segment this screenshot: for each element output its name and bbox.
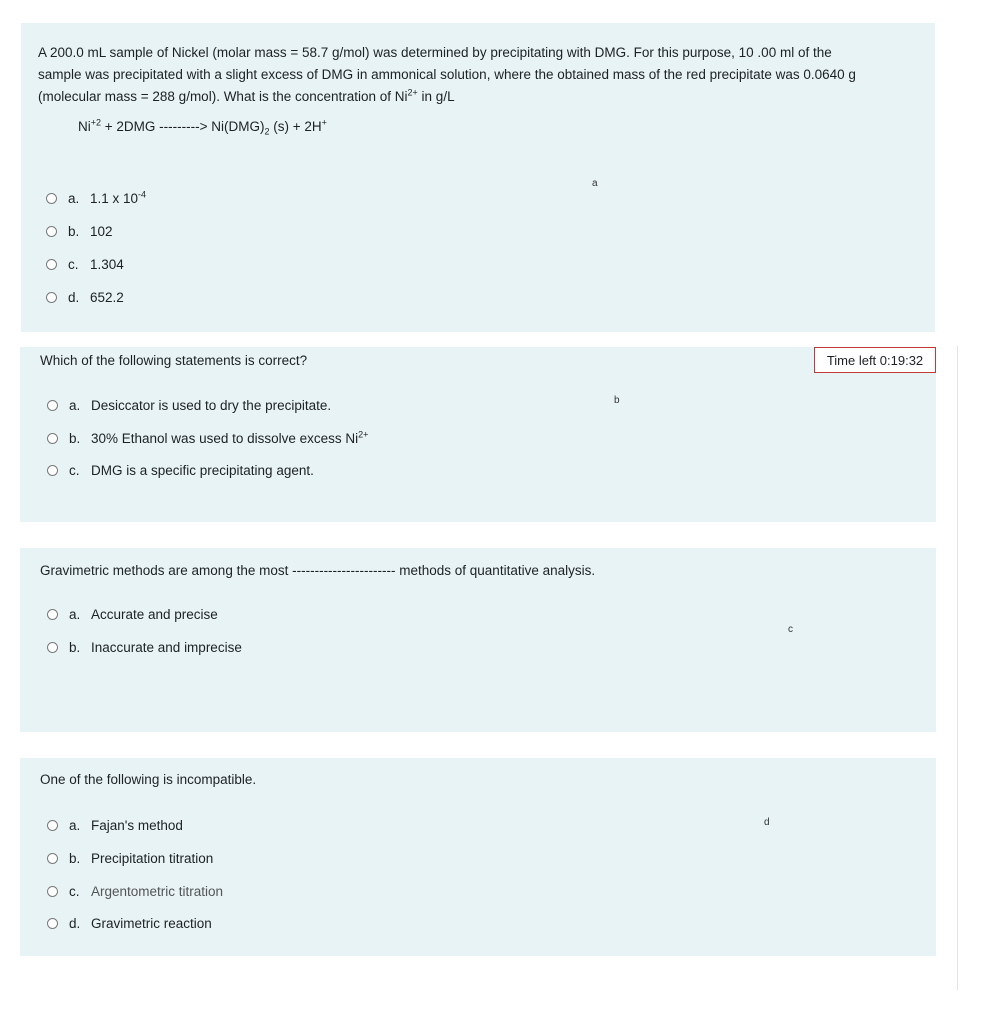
radio-button[interactable] (46, 292, 57, 303)
question-4-option-c[interactable] (47, 882, 223, 900)
question-3-box (20, 548, 936, 732)
question-1-text (38, 42, 928, 108)
question-1-line-2: sample was precipitated with a slight excess of DMG in ammonical solution, where the obtained mass of the red precipitate was 0.0640 g (38, 67, 856, 82)
option-letter: a. (68, 190, 80, 206)
question-3-mark: c (788, 624, 793, 635)
question-1-mark: a (592, 178, 598, 189)
option-text: Gravimetric reaction (91, 915, 212, 931)
question-2-option-c[interactable] (47, 461, 314, 479)
content-edge-divider (957, 346, 958, 990)
radio-button[interactable] (46, 193, 57, 204)
option-letter: a. (69, 397, 81, 413)
option-letter: a. (69, 606, 81, 622)
question-4-mark: d (764, 817, 770, 828)
question-3-option-a[interactable] (47, 605, 218, 623)
option-letter: c. (69, 883, 80, 899)
option-letter: b. (69, 850, 81, 866)
option-text: 1.1 x $10^{-4}$ (90, 189, 147, 206)
option-text: 102 (90, 223, 113, 239)
question-1-box (21, 23, 935, 332)
option-letter: b. (69, 430, 81, 446)
question-2-option-b[interactable] (47, 429, 368, 447)
option-text: Accurate and precise (91, 606, 218, 622)
option-letter: d. (68, 289, 80, 305)
radio-button[interactable] (47, 433, 58, 444)
option-letter: a. (69, 817, 81, 833)
question-3-option-b[interactable] (47, 638, 242, 656)
radio-button[interactable] (47, 465, 58, 476)
option-letter: b. (68, 223, 80, 239)
question-1-option-c[interactable] (46, 255, 124, 273)
question-2-box (20, 347, 936, 522)
question-1-option-a[interactable] (46, 189, 146, 207)
option-text: Precipitation titration (91, 850, 214, 866)
question-2-text: Which of the following statements is correct? (40, 353, 308, 368)
radio-button[interactable] (47, 820, 58, 831)
question-4-box (20, 758, 936, 956)
radio-button[interactable] (46, 259, 57, 270)
option-text: 30% Ethanol was used to dissolve excess $Ni^{2+}$ (91, 429, 369, 446)
radio-button[interactable] (47, 886, 58, 897)
question-4-text: One of the following is incompatible. (40, 772, 257, 787)
question-1-line-1: A 200.0 mL sample of Nickel (molar mass = 58.7 g/mol) was determined by precipitating with DMG. For this purpose, 10 .00 ml of the (38, 45, 832, 60)
question-1-option-d[interactable] (46, 288, 124, 306)
option-letter: c. (69, 462, 80, 478)
option-text: 1.304 (90, 256, 124, 272)
option-text: Argentometric titration (91, 883, 224, 899)
radio-button[interactable] (47, 853, 58, 864)
question-2-mark: b (614, 395, 620, 406)
option-text: Fajan's method (91, 817, 183, 833)
option-text: Desiccator is used to dry the precipitate. (91, 397, 332, 413)
question-4-option-b[interactable] (47, 849, 213, 867)
radio-button[interactable] (47, 400, 58, 411)
radio-button[interactable] (47, 918, 58, 929)
radio-button[interactable] (47, 642, 58, 653)
option-letter: c. (68, 256, 79, 272)
option-letter: d. (69, 915, 81, 931)
time-left-badge: Time left 0:19:32 (814, 347, 936, 373)
radio-button[interactable] (46, 226, 57, 237)
option-text: Inaccurate and imprecise (91, 639, 242, 655)
question-1-option-b[interactable] (46, 222, 113, 240)
question-1-equation: $Ni^{+2} + 2DMG$ ---------> $Ni(DMG)_2$ (s) + 2H+ (78, 117, 327, 137)
question-4-option-d[interactable] (47, 914, 212, 932)
question-4-option-a[interactable] (47, 816, 183, 834)
question-1-line-3: (molecular mass = 288 g/mol). What is the concentration of $Ni^{2+}$ in g/L (38, 87, 455, 104)
question-2-option-a[interactable] (47, 396, 331, 414)
option-text: 652.2 (90, 289, 124, 305)
question-3-text: Gravimetric methods are among the most ----------------------- methods of quantitative analysis. (40, 563, 596, 578)
option-letter: b. (69, 639, 81, 655)
option-text: DMG is a specific precipitating agent. (91, 462, 314, 478)
radio-button[interactable] (47, 609, 58, 620)
